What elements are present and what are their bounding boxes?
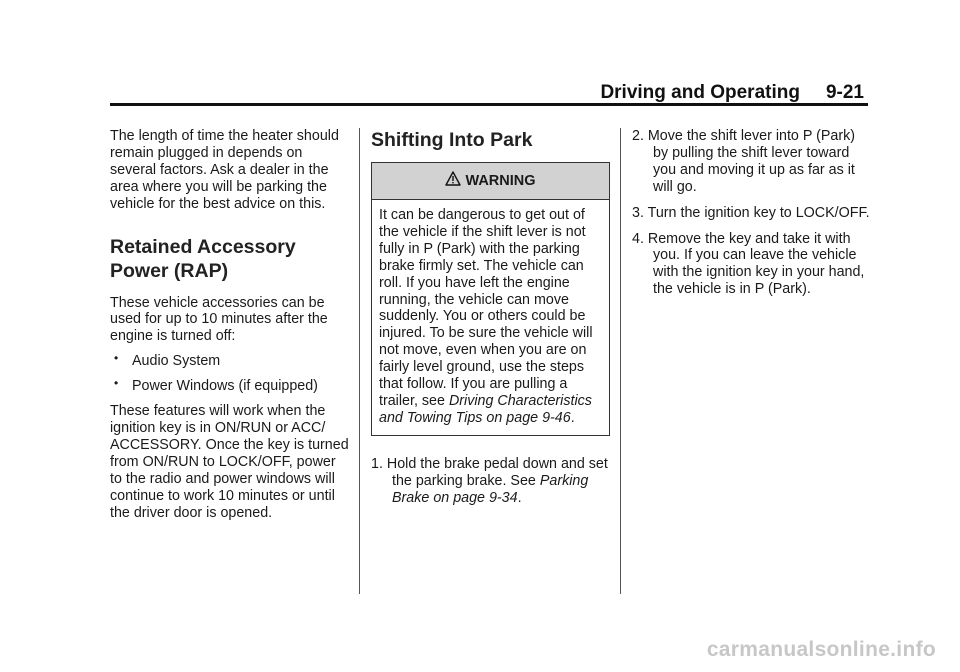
- page-number: 9-21: [825, 82, 864, 103]
- accessory-list: [110, 353, 350, 395]
- step-3: 3. Turn the ignition key to LOCK/OFF.: [632, 204, 870, 221]
- header-rule: [110, 103, 868, 106]
- warning-header: [372, 163, 609, 200]
- list-item: • Audio System: [110, 353, 350, 370]
- rap-heading: Retained Accessory Power (RAP): [110, 235, 296, 282]
- section-title: Driving and Operating: [600, 82, 800, 103]
- step-4: 4. Remove the key and take it with you. If you can leave the vehicle with the ignition key in your hand, the vehicle is in P (Park).: [632, 230, 865, 298]
- column-1: [110, 128, 350, 521]
- list-item: • Power Windows (if equipped): [110, 378, 350, 395]
- heater-paragraph: The length of time the heater should remain plugged in depends on several factors. Ask a dealer in the area where you will be parking the vehicle for the best advice on this.: [110, 128, 339, 212]
- towing-tips-ref: Driving Characteristics and Towing Tips on page 9-46: [379, 392, 592, 426]
- warning-box: [371, 162, 610, 436]
- step-2: 2. Move the shift lever into P (Park) by pulling the shift lever toward you and moving it up as far as it will go.: [632, 128, 856, 195]
- watermark: carmanualsonline.info: [706, 638, 936, 661]
- step-1: 1. Hold the brake pedal down and set the parking brake. See Parking Brake on page 9-34.: [371, 455, 608, 506]
- shifting-heading: Shifting Into Park: [371, 129, 533, 151]
- rap-lead: These vehicle accessories can be used for up to 10 minutes after the engine is turned off:: [110, 294, 328, 345]
- column-divider: [359, 128, 360, 594]
- column-3: [632, 128, 872, 307]
- warning-title: WARNING: [465, 172, 536, 189]
- park-steps-1: [371, 456, 611, 507]
- parking-brake-ref: Parking Brake on page 9-34: [392, 472, 589, 506]
- warning-triangle-icon: [445, 171, 461, 191]
- rap-body: These features will work when the ignition key is in ON/RUN or ACC/ ACCESSORY. Once the key is turned from ON/RUN to LOCK/OFF, power to the radio and power windows will continue to work 10 minutes or until the driver door is opened.: [110, 403, 349, 521]
- page-header: [600, 82, 864, 104]
- warning-text: It can be dangerous to get out of the vehicle if the shift lever is not fully in P (Park) with the parking brake firmly set. The vehicle can roll. If you have left the engine running, the vehicle can move suddenly. You or others could be injured. To be sure the vehicle will not move, even when you are on fairly level ground, use the steps that follow. If you are pulling a trailer, see Driving Characteristics and Towing Tips on page 9-46.: [379, 207, 593, 426]
- column-2: [371, 128, 611, 516]
- park-steps-2: [632, 128, 872, 298]
- column-divider: [620, 128, 621, 594]
